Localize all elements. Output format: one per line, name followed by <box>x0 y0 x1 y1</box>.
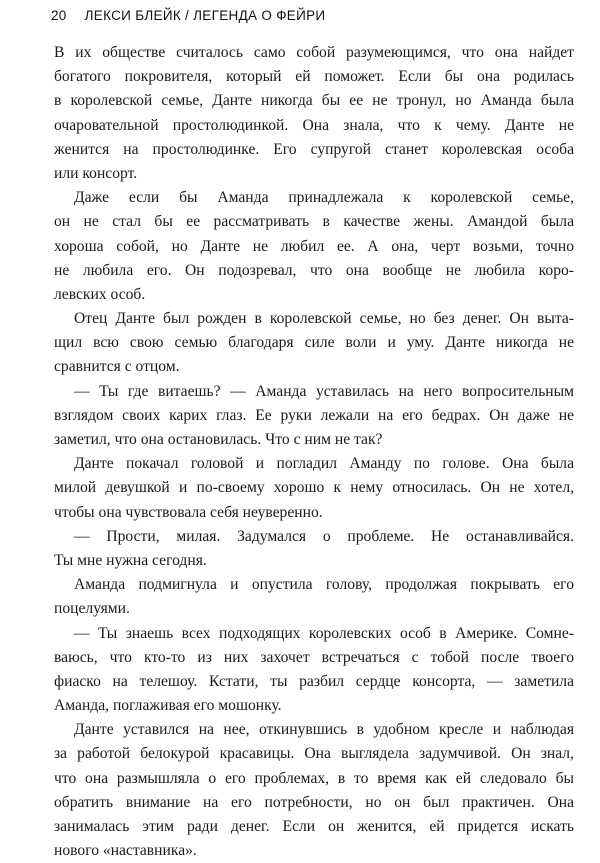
text-line: женится на простолюдинке. Его супругой станет королевская особа <box>54 140 574 158</box>
text-line: что она размышляла о его проблемах, в то время как ей следовало бы <box>54 769 574 787</box>
text-line: поцелуями. <box>54 600 130 618</box>
text-line: занималась этим ради денег. Если он женится, ей придется искать <box>54 818 574 835</box>
text-line: обратить внимание на его потребности, но он был практичен. Она <box>54 793 574 811</box>
text-line: в королевской семье, Данте никогда бы ее не тронул, но Аманда была <box>54 92 574 110</box>
text-line: очаровательной простолюдинкой. Она знала, что к чему. Данте не <box>54 116 574 134</box>
text-line: ваюсь, что кто-то из них захочет встречаться с тобой после твоего <box>54 648 574 666</box>
text-line: не любила его. Он подозревал, что она вообще не любила коро- <box>54 261 574 279</box>
text-line: взглядом своих карих глаз. Ее руки лежали на его бедрах. Он даже не <box>54 406 574 424</box>
text-line: Данте покачал головой и погладил Аманду по голове. Она была <box>74 455 574 473</box>
text-line: — Прости, милая. Задумался о проблеме. Не останавливайся. <box>74 527 574 545</box>
text-line: Аманда, поглаживая его мошонку. <box>54 697 282 715</box>
text-line: хороша собой, но Данте не любил ее. А она, черт возьми, точно <box>54 237 574 255</box>
text-line: он не стал бы ее рассматривать в качестве жены. Амандой была <box>54 213 574 231</box>
text-line: Аманда подмигнула и опустила голову, продолжая покрывать его <box>74 576 574 594</box>
text-line: левских особ. <box>54 285 146 303</box>
text-line: Отец Данте был рожден в королевской семье, но без денег. Он выта- <box>74 310 574 328</box>
page-number: 20 <box>51 8 67 23</box>
text-line: богатого покровителя, который ей поможет. Если бы она родилась <box>54 68 574 86</box>
text-line: В их обществе считалось само собой разумеющимся, что она найдет <box>54 44 574 61</box>
text-line: Даже если бы Аманда принадлежала к королевской семье, <box>74 189 574 207</box>
running-title: ЛЕКСИ БЛЕЙК / ЛЕГЕНДА О ФЕЙРИ <box>84 8 326 23</box>
text-line: Данте уставился на нее, откинувшись в удобном кресле и наблюдая <box>74 721 574 739</box>
text-line: Ты мне нужна сегодня. <box>54 551 207 569</box>
text-line: заметил, что она остановилась. Что с ним не так? <box>54 431 383 448</box>
body-text <box>54 41 574 863</box>
text-line: фиаско на телешоу. Кстати, ты разбил сердце консорта, — заметила <box>54 672 574 690</box>
text-line: за работой белокурой красавицы. Она выглядела задумчивой. Он знал, <box>54 745 574 763</box>
text-line: щил всю свою семью благодаря силе воли и уму. Данте никогда не <box>54 334 574 352</box>
text-line: чтобы она чувствовала себя неуверенно. <box>54 503 323 521</box>
text-line: нового «наставника». <box>54 842 197 860</box>
text-line: милой девушкой и по-своему хорошо к нему относилась. Он не хотел, <box>54 479 574 497</box>
text-line: — Ты знаешь всех подходящих королевских особ в Америке. Сомне- <box>74 624 574 642</box>
text-line: или консорт. <box>54 164 138 182</box>
running-header <box>51 8 571 30</box>
text-line: сравнится с отцом. <box>54 358 180 376</box>
text-line: — Ты где витаешь? — Аманда уставилась на него вопросительным <box>74 382 574 400</box>
